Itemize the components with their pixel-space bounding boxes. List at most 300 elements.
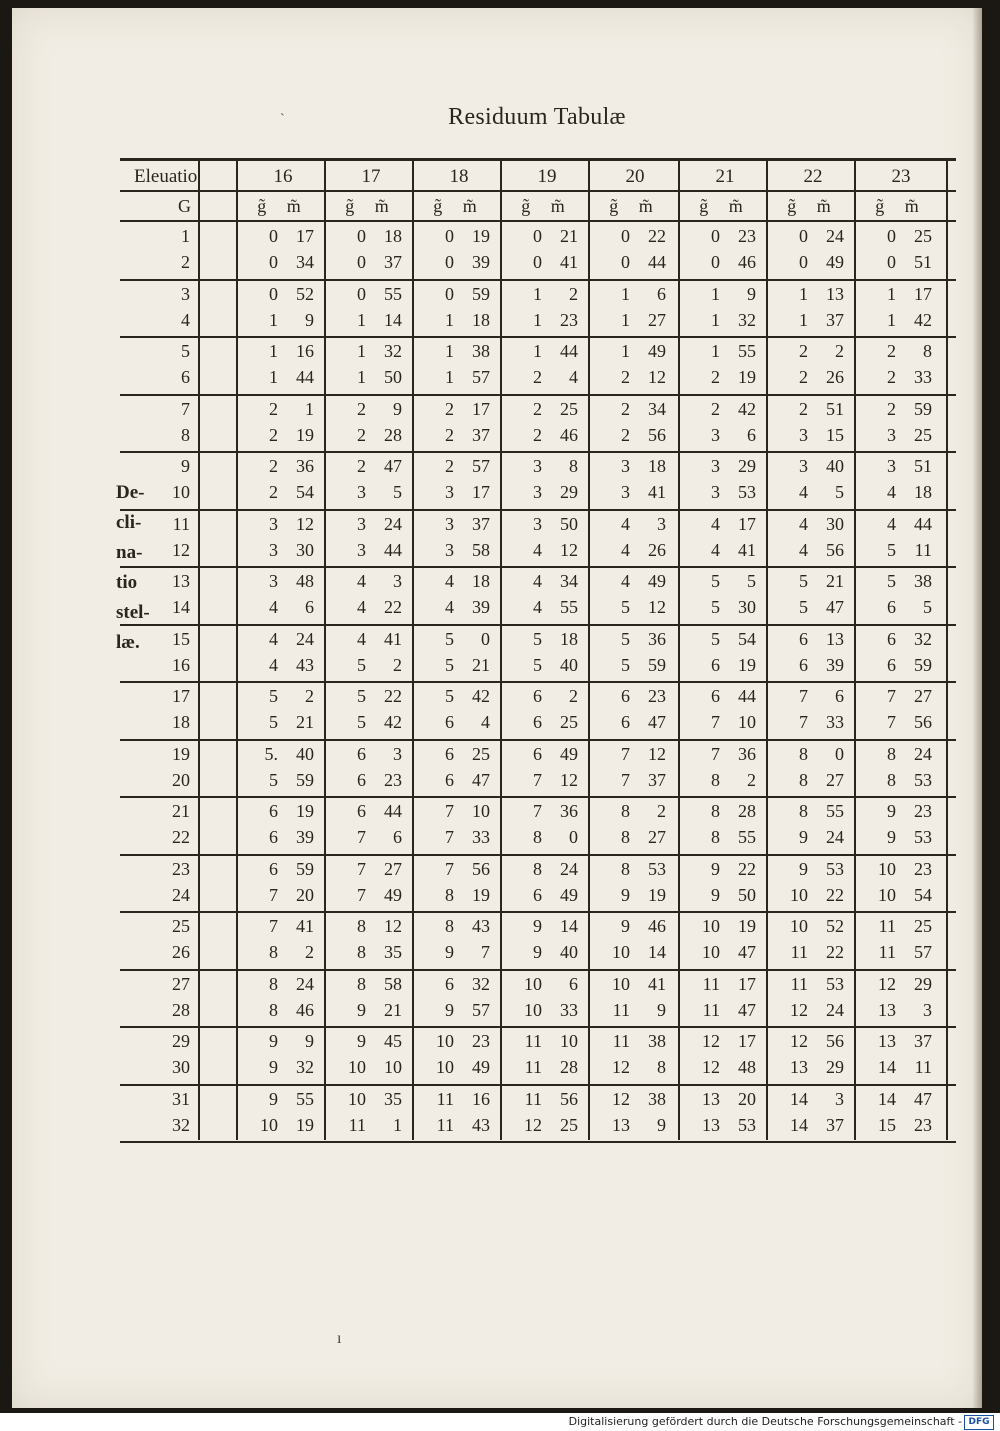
cell-minutes: 33 xyxy=(826,712,844,732)
cell-degrees: 9 xyxy=(269,1057,278,1077)
table-cell xyxy=(858,399,932,420)
cell-minutes: 0 xyxy=(569,827,578,847)
cell-minutes: 18 xyxy=(914,482,932,502)
cell-minutes: 34 xyxy=(648,398,666,419)
cell-degrees: 6 xyxy=(887,597,896,617)
table-cell xyxy=(504,1115,578,1136)
table-cell xyxy=(504,571,578,592)
cell-degrees: 0 xyxy=(445,283,454,304)
table-cell xyxy=(504,1057,578,1078)
cell-degrees: 11 xyxy=(702,973,720,994)
cell-degrees: 9 xyxy=(799,827,808,847)
cell-degrees: 5 xyxy=(445,628,454,649)
cell-degrees: 6 xyxy=(445,712,454,732)
table-cell xyxy=(240,482,314,503)
table-cell xyxy=(858,1089,932,1110)
cell-minutes: 22 xyxy=(648,226,666,246)
cell-minutes: 1 xyxy=(393,1114,402,1135)
cell-degrees: 3 xyxy=(533,513,542,534)
cell-degrees: 5 xyxy=(711,628,720,649)
cell-minutes: 12 xyxy=(560,539,578,560)
cell-minutes: 47 xyxy=(384,456,402,476)
degree-value: 20 xyxy=(172,769,190,790)
cell-minutes: 57 xyxy=(472,456,490,476)
table-cell xyxy=(858,482,932,503)
cell-degrees: 1 xyxy=(269,341,278,361)
cell-degrees: 7 xyxy=(445,858,454,879)
cell-degrees: 7 xyxy=(269,916,278,936)
cell-degrees: 0 xyxy=(357,252,366,272)
cell-degrees: 7 xyxy=(799,712,808,732)
cell-degrees: 8 xyxy=(445,884,454,905)
cell-degrees: 6 xyxy=(445,769,454,790)
cell-minutes: 3 xyxy=(657,513,666,534)
cell-minutes: 57 xyxy=(472,367,490,387)
cell-minutes: 15 xyxy=(826,424,844,445)
table-cell xyxy=(592,770,666,791)
cell-minutes: 50 xyxy=(384,367,402,387)
cell-minutes: 20 xyxy=(738,1088,756,1109)
cell-degrees: 0 xyxy=(711,226,720,246)
table-cell xyxy=(504,1000,578,1021)
table-cell xyxy=(328,399,402,420)
table-cell xyxy=(770,827,844,848)
cell-minutes: 24 xyxy=(296,628,314,649)
cell-minutes: 12 xyxy=(384,916,402,936)
table-cell xyxy=(328,540,402,561)
cell-degrees: 4 xyxy=(799,539,808,560)
cell-degrees: 5 xyxy=(533,628,542,649)
table-cell xyxy=(770,456,844,477)
table-cell xyxy=(682,1089,756,1110)
cell-degrees: 8 xyxy=(533,827,542,847)
cell-degrees: 9 xyxy=(533,916,542,936)
cell-minutes: 17 xyxy=(738,973,756,994)
cell-degrees: 9 xyxy=(533,942,542,962)
cell-degrees: 0 xyxy=(533,252,542,272)
cell-degrees: 1 xyxy=(445,309,454,330)
column-divider xyxy=(198,160,200,1140)
cell-minutes: 56 xyxy=(914,712,932,732)
cell-degrees: 5 xyxy=(711,597,720,617)
table-cell xyxy=(416,456,490,477)
table-cell xyxy=(240,801,314,822)
table-row xyxy=(120,974,956,1002)
cell-degrees: 11 xyxy=(790,942,808,962)
cell-minutes: 54 xyxy=(296,482,314,502)
table-cell xyxy=(328,341,402,362)
table-cell xyxy=(770,1000,844,1021)
table-cell xyxy=(240,859,314,880)
cell-degrees: 0 xyxy=(445,226,454,246)
cell-degrees: 12 xyxy=(702,1057,720,1077)
table-cell xyxy=(416,1089,490,1110)
cell-degrees: 3 xyxy=(711,456,720,476)
cell-degrees: 14 xyxy=(878,1057,896,1077)
table-cell xyxy=(858,252,932,273)
table-cell xyxy=(858,801,932,822)
cell-minutes: 19 xyxy=(738,367,756,387)
cell-degrees: 12 xyxy=(702,1031,720,1051)
cell-degrees: 10 xyxy=(260,1114,278,1135)
cell-minutes: 30 xyxy=(738,597,756,617)
cell-minutes: 53 xyxy=(826,858,844,879)
cell-degrees: 0 xyxy=(357,226,366,246)
degree-value: 16 xyxy=(172,654,190,675)
table-cell xyxy=(592,885,666,906)
table-cell xyxy=(240,885,314,906)
cell-minutes: 47 xyxy=(826,597,844,617)
table-cell xyxy=(682,974,756,995)
cell-minutes: 37 xyxy=(826,1114,844,1135)
cell-degrees: 4 xyxy=(711,539,720,560)
degree-value: 25 xyxy=(172,916,190,936)
cell-degrees: 10 xyxy=(612,942,630,962)
cell-degrees: 2 xyxy=(269,398,278,419)
table-cell xyxy=(682,425,756,446)
table-cell xyxy=(504,425,578,446)
cell-minutes: 9 xyxy=(305,309,314,330)
table-cell xyxy=(682,629,756,650)
cell-degrees: 7 xyxy=(621,743,630,764)
cell-minutes: 24 xyxy=(914,743,932,764)
cell-degrees: 14 xyxy=(790,1088,808,1109)
cell-minutes: 40 xyxy=(296,743,314,764)
cell-degrees: 0 xyxy=(799,252,808,272)
table-cell xyxy=(682,712,756,733)
cell-degrees: 6 xyxy=(887,654,896,675)
cell-degrees: 3 xyxy=(269,539,278,560)
table-cell xyxy=(592,1089,666,1110)
cell-minutes: 46 xyxy=(560,424,578,445)
cell-minutes: 34 xyxy=(296,252,314,272)
table-cell xyxy=(592,686,666,707)
cell-degrees: 4 xyxy=(621,513,630,534)
cell-degrees: 0 xyxy=(887,226,896,246)
cell-degrees: 4 xyxy=(621,571,630,591)
cell-degrees: 6 xyxy=(269,858,278,879)
cell-degrees: 3 xyxy=(887,424,896,445)
cell-minutes: 44 xyxy=(384,539,402,560)
row-group xyxy=(120,395,956,451)
table-cell xyxy=(770,226,844,247)
page-title: Residuum Tabulæ xyxy=(448,104,626,130)
table-row xyxy=(120,284,956,312)
cell-degrees: 8 xyxy=(887,769,896,790)
degree-value: 7 xyxy=(181,398,190,419)
table-cell xyxy=(858,540,932,561)
cell-minutes: 55 xyxy=(826,801,844,821)
cell-minutes: 21 xyxy=(560,226,578,246)
cell-degrees: 9 xyxy=(357,999,366,1020)
table-cell xyxy=(504,916,578,937)
table-cell xyxy=(416,1031,490,1052)
cell-minutes: 48 xyxy=(738,1057,756,1077)
cell-minutes: 23 xyxy=(914,858,932,879)
cell-degrees: 1 xyxy=(357,341,366,361)
table-cell xyxy=(416,974,490,995)
cell-minutes: 29 xyxy=(914,973,932,994)
cell-degrees: 0 xyxy=(269,252,278,272)
cell-minutes: 44 xyxy=(296,367,314,387)
cell-degrees: 7 xyxy=(533,801,542,821)
cell-degrees: 5 xyxy=(357,686,366,706)
table-cell xyxy=(770,252,844,273)
cell-minutes: 47 xyxy=(738,999,756,1020)
cell-minutes: 53 xyxy=(648,858,666,879)
table-cell xyxy=(328,974,402,995)
cell-degrees: 0 xyxy=(799,226,808,246)
table-cell xyxy=(682,686,756,707)
table-cell xyxy=(416,885,490,906)
page-edge-shadow xyxy=(972,8,982,1408)
table-cell xyxy=(240,827,314,848)
cell-minutes: 10 xyxy=(384,1057,402,1077)
cell-minutes: 47 xyxy=(648,712,666,732)
cell-minutes: 22 xyxy=(384,597,402,617)
table-cell xyxy=(592,629,666,650)
cell-minutes: 36 xyxy=(738,743,756,764)
table-cell xyxy=(858,226,932,247)
table-cell xyxy=(770,655,844,676)
cell-minutes: 27 xyxy=(384,858,402,879)
table-cell xyxy=(592,942,666,963)
group-rule xyxy=(120,1141,956,1143)
cell-minutes: 40 xyxy=(826,456,844,476)
cell-degrees: 3 xyxy=(711,482,720,502)
cell-minutes: 14 xyxy=(560,916,578,936)
cell-minutes: 41 xyxy=(648,973,666,994)
cell-minutes: 22 xyxy=(384,686,402,706)
cell-minutes: 11 xyxy=(914,1057,932,1077)
cell-minutes: 0 xyxy=(835,743,844,764)
table-cell xyxy=(328,712,402,733)
table-cell xyxy=(682,540,756,561)
degree-value: 6 xyxy=(181,367,190,387)
table-cell xyxy=(328,1000,402,1021)
cell-degrees: 9 xyxy=(799,858,808,879)
cell-minutes: 25 xyxy=(914,424,932,445)
cell-degrees: 7 xyxy=(887,686,896,706)
table-cell xyxy=(592,744,666,765)
row-group xyxy=(120,510,956,566)
cell-minutes: 2 xyxy=(657,801,666,821)
cell-minutes: 10 xyxy=(472,801,490,821)
degree-value: 9 xyxy=(181,456,190,476)
table-cell xyxy=(328,885,402,906)
table-cell xyxy=(240,629,314,650)
table-cell xyxy=(592,456,666,477)
cell-minutes: 51 xyxy=(826,398,844,419)
table-cell xyxy=(770,1089,844,1110)
cell-degrees: 8 xyxy=(533,858,542,879)
table-cell xyxy=(592,597,666,618)
table-cell xyxy=(240,399,314,420)
table-cell xyxy=(770,597,844,618)
cell-minutes: 56 xyxy=(472,858,490,879)
cell-minutes: 17 xyxy=(472,398,490,419)
cell-minutes: 59 xyxy=(296,858,314,879)
cell-minutes: 24 xyxy=(826,226,844,246)
table-cell xyxy=(858,827,932,848)
table-cell xyxy=(416,712,490,733)
cell-degrees: 9 xyxy=(887,801,896,821)
cell-degrees: 6 xyxy=(533,884,542,905)
cell-minutes: 27 xyxy=(648,309,666,330)
table-cell xyxy=(416,1057,490,1078)
cell-degrees: 3 xyxy=(445,539,454,560)
cell-degrees: 10 xyxy=(524,973,542,994)
cell-minutes: 19 xyxy=(296,424,314,445)
table-cell xyxy=(682,482,756,503)
cell-degrees: 4 xyxy=(799,513,808,534)
table-cell xyxy=(592,655,666,676)
cell-degrees: 13 xyxy=(878,1031,896,1051)
cell-minutes: 3 xyxy=(393,571,402,591)
cell-minutes: 6 xyxy=(305,597,314,617)
cell-degrees: 10 xyxy=(878,858,896,879)
cell-degrees: 6 xyxy=(621,712,630,732)
table-row xyxy=(120,1057,956,1085)
cell-minutes: 19 xyxy=(296,1114,314,1135)
table-cell xyxy=(328,482,402,503)
table-cell xyxy=(240,712,314,733)
table-cell xyxy=(592,801,666,822)
cell-degrees: 9 xyxy=(269,1088,278,1109)
cell-degrees: 3 xyxy=(799,424,808,445)
cell-degrees: 7 xyxy=(445,827,454,847)
cell-degrees: 10 xyxy=(348,1088,366,1109)
cell-minutes: 18 xyxy=(472,571,490,591)
table-cell xyxy=(240,744,314,765)
unit-label-col-22: g̃ m̃ xyxy=(787,196,839,216)
table-cell xyxy=(328,597,402,618)
table-cell xyxy=(858,655,932,676)
stray-mark: ı xyxy=(337,1330,342,1347)
cell-degrees: 4 xyxy=(269,654,278,675)
cell-minutes: 39 xyxy=(296,827,314,847)
cell-minutes: 37 xyxy=(472,513,490,534)
table-cell xyxy=(240,540,314,561)
unit-label-col-20: g̃ m̃ xyxy=(609,196,661,216)
table-row xyxy=(120,1000,956,1028)
cell-degrees: 5 xyxy=(621,597,630,617)
cell-degrees: 12 xyxy=(790,1031,808,1051)
table-cell xyxy=(770,744,844,765)
cell-minutes: 11 xyxy=(914,539,932,560)
table-cell xyxy=(682,597,756,618)
cell-degrees: 4 xyxy=(357,628,366,649)
cell-minutes: 23 xyxy=(914,1114,932,1135)
cell-minutes: 27 xyxy=(826,769,844,790)
table-cell xyxy=(328,571,402,592)
cell-degrees: 10 xyxy=(612,973,630,994)
cell-degrees: 6 xyxy=(887,628,896,649)
cell-minutes: 24 xyxy=(296,973,314,994)
row-group xyxy=(120,1027,956,1083)
table-cell xyxy=(416,686,490,707)
cell-degrees: 4 xyxy=(711,513,720,534)
table-cell xyxy=(770,425,844,446)
dfg-logo: DFG xyxy=(964,1415,994,1430)
table-cell xyxy=(504,1089,578,1110)
cell-degrees: 1 xyxy=(357,309,366,330)
elevation-16: 16 xyxy=(273,166,293,187)
cell-minutes: 44 xyxy=(560,341,578,361)
table-cell xyxy=(592,284,666,305)
table-cell xyxy=(770,712,844,733)
cell-minutes: 44 xyxy=(648,252,666,272)
cell-minutes: 37 xyxy=(648,769,666,790)
cell-minutes: 30 xyxy=(826,513,844,534)
table-cell xyxy=(682,770,756,791)
cell-minutes: 41 xyxy=(738,539,756,560)
table-cell xyxy=(328,284,402,305)
cell-minutes: 44 xyxy=(384,801,402,821)
degree-value: 22 xyxy=(172,827,190,847)
cell-minutes: 5 xyxy=(835,482,844,502)
table-cell xyxy=(416,744,490,765)
cell-degrees: 4 xyxy=(799,482,808,502)
cell-minutes: 38 xyxy=(648,1031,666,1051)
cell-minutes: 7 xyxy=(481,942,490,962)
table-cell xyxy=(328,744,402,765)
cell-degrees: 5 xyxy=(269,769,278,790)
degree-value: 4 xyxy=(181,309,190,330)
row-group xyxy=(120,452,956,508)
cell-minutes: 40 xyxy=(560,942,578,962)
table-cell xyxy=(328,1031,402,1052)
cell-minutes: 32 xyxy=(738,309,756,330)
row-group xyxy=(120,1085,956,1141)
cell-minutes: 30 xyxy=(296,539,314,560)
cell-degrees: 1 xyxy=(269,367,278,387)
cell-minutes: 19 xyxy=(738,916,756,936)
table-row xyxy=(120,1115,956,1143)
table-cell xyxy=(240,1115,314,1136)
cell-minutes: 42 xyxy=(914,309,932,330)
cell-minutes: 23 xyxy=(738,226,756,246)
cell-degrees: 5 xyxy=(445,654,454,675)
table-cell xyxy=(682,1000,756,1021)
degree-value: 27 xyxy=(172,973,190,994)
table-cell xyxy=(858,942,932,963)
table-cell xyxy=(858,686,932,707)
cell-minutes: 17 xyxy=(914,283,932,304)
cell-degrees: 10 xyxy=(524,999,542,1020)
cell-degrees: 4 xyxy=(357,571,366,591)
cell-degrees: 1 xyxy=(887,309,896,330)
cell-minutes: 14 xyxy=(384,309,402,330)
table-cell xyxy=(328,1115,402,1136)
cell-degrees: 0 xyxy=(533,226,542,246)
degree-value: 29 xyxy=(172,1031,190,1051)
cell-minutes: 36 xyxy=(648,628,666,649)
cell-minutes: 59 xyxy=(914,398,932,419)
cell-degrees: 0 xyxy=(621,252,630,272)
cell-degrees: 1 xyxy=(799,309,808,330)
cell-minutes: 2 xyxy=(305,942,314,962)
cell-minutes: 17 xyxy=(296,226,314,246)
table-cell xyxy=(682,571,756,592)
cell-minutes: 49 xyxy=(560,884,578,905)
degree-value: 28 xyxy=(172,999,190,1020)
degree-value: 15 xyxy=(172,628,190,649)
cell-minutes: 12 xyxy=(648,743,666,764)
cell-minutes: 33 xyxy=(914,367,932,387)
cell-degrees: 4 xyxy=(887,482,896,502)
table-cell xyxy=(682,916,756,937)
